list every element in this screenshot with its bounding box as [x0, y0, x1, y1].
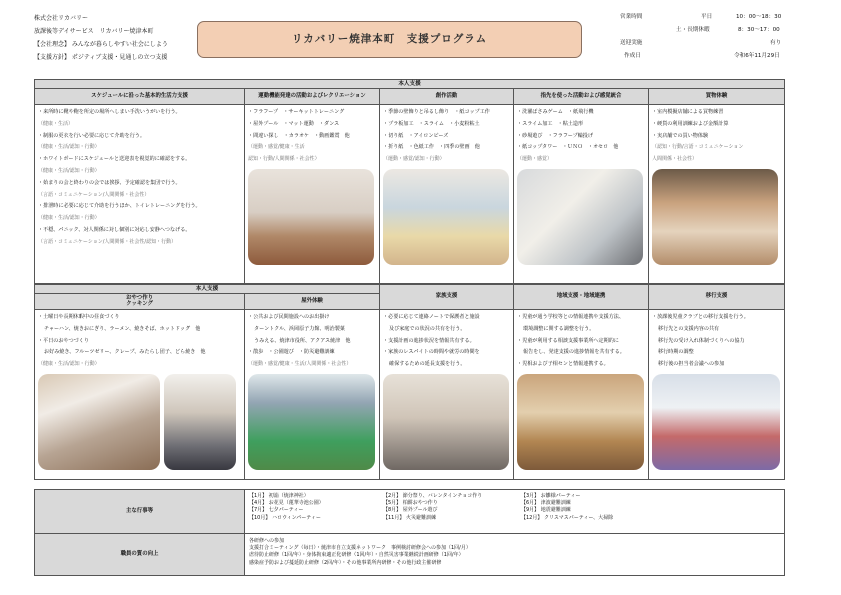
outdoor-list — [248, 312, 376, 371]
activity-item: 移行時期の調整 — [658, 349, 694, 356]
business-info — [620, 14, 810, 66]
motor-recreation-photo — [248, 169, 374, 265]
activity-item: ・平日のおやつづくり — [38, 337, 89, 344]
activity-item: ・切り紙 ・アイロンビーズ — [383, 132, 449, 139]
domain-tag: （健康・生活/認知・行動） — [38, 361, 100, 368]
community-cell — [514, 310, 649, 480]
activity-item: ・ホワイトボードにスケジュールと送迎表を視覚的に確認をする。 — [38, 156, 191, 163]
activity-item: 報告をし、発達支援の進捗情報を共有する。 — [523, 349, 625, 356]
activity-item: ・始まりの会と終わりの会では挨拶、予定確認を集団で行う。 — [38, 179, 181, 186]
activity-item: ・間違い探し ・カラオケ ・動画鑑賞 他 — [248, 132, 350, 139]
transport-value: 有り — [770, 40, 782, 46]
domain-tag: （運動・感覚） — [517, 156, 553, 163]
event-item: 【12月】 クリスマスパーティー、大掃除 — [521, 514, 614, 521]
domain-tag: （認知・行動/言語・コミュニケーション — [652, 144, 744, 151]
created-label: 作成日 — [624, 53, 641, 59]
family-photo — [383, 374, 509, 470]
shopping-experience-cell — [649, 105, 785, 284]
shopping-experience-header: 買物体験 — [649, 89, 785, 105]
domain-tag: （健康・生活/認知・行動） — [38, 215, 100, 222]
section1-title: 本人支援 — [35, 80, 785, 89]
domain-tag: 人間関係・社会性） — [652, 156, 698, 163]
creative-activity-photo — [383, 169, 509, 265]
cooking-list — [38, 312, 241, 371]
domain-tag: （運動・感覚/健康・生活/人間関係・社会性） — [248, 361, 352, 368]
event-item: 【2月】 節分祭り、バレンタインチョコ作り — [383, 493, 483, 499]
section2-table — [34, 284, 785, 480]
shopping-experience-photo — [652, 169, 778, 265]
activity-item: チャーハン、焼きおにぎり、ラーメン、焼きそば、ホットドッグ 他 — [44, 325, 201, 332]
title-banner — [197, 21, 582, 58]
activity-item: 確保するための延長支援を行う。 — [389, 361, 466, 368]
staff-training-list — [249, 538, 780, 567]
community-support-header: 地域支援・地域連携 — [514, 285, 649, 310]
domain-tag: （運動・感覚/健康・生活 — [248, 144, 305, 151]
activity-item: ・家族のレスパイトの時間や就労の時間を — [383, 349, 480, 356]
outdoor-header: 屋外体験 — [245, 294, 380, 310]
cooking-header: おやつ作り クッキング — [35, 294, 245, 310]
events-label: 主な行事等 — [35, 490, 245, 534]
training-item: 感染症予防および蔓延防止研修（2回/年）・その他事業所内研修・その他行政主催研修 — [249, 559, 442, 566]
activity-item: ・実店舗での買い物体験 — [652, 132, 709, 139]
activity-item: ・必要に応じて連絡ノートで保護者と施設 — [383, 314, 480, 320]
activity-item: 及び家庭での状況の共有を行う。 — [389, 325, 466, 332]
activity-item: ・砂場遊び ・フラフープ輪投げ — [517, 132, 593, 139]
activity-item: ・室内模擬店舗による買物練習 — [652, 109, 724, 115]
company-philosophy: 【会社理念】 みんなが暮らしやすい社会にしよう — [34, 41, 168, 48]
fingertip-sensory-header: 指先を使った活動および感覚統合 — [514, 89, 649, 105]
outdoor-photo — [248, 374, 375, 470]
fingertip-sensory-cell — [514, 105, 649, 284]
event-item: 【11月】 火災避難訓練 — [383, 514, 436, 521]
activity-item: 環境調整に関する調整を行う。 — [523, 325, 595, 332]
event-item: 【1月】 初詣（焼津神社） — [249, 493, 309, 499]
domain-tag: （健康・生活） — [38, 120, 74, 127]
events-column-3 — [521, 493, 651, 522]
family-list — [383, 312, 510, 371]
page-title: リカバリー焼津本町 支援プログラム — [291, 33, 488, 46]
activity-item: ・スライム加工 ・粘土造形 — [517, 120, 584, 127]
weekday-hours: 10：00～18：30 — [736, 14, 782, 20]
domain-tag: 認知・行動/人間関係・社会性） — [248, 156, 320, 163]
training-item: 虐待防止研修（1回/年）・身体拘束適正化研修（1回/年）・自然災害事業継続計画研修（1回/年） — [249, 552, 464, 559]
activity-item: ・散歩 ・公園遊び ・防災避難訓練 — [248, 349, 335, 356]
activity-item: 移行先との支援内容の共有 — [658, 325, 720, 332]
family-cell — [380, 310, 514, 480]
cooking-photo-2 — [164, 374, 236, 470]
training-item: 支援打合ミーティング（毎日）・焼津市自立支援ネットワーク 事例検討研修会への参加（1回/月） — [249, 545, 471, 552]
activity-item: 移行先の受け入れ体制づくりへの協力 — [658, 337, 745, 344]
event-item: 【4月】 お花見（蓮華寺池公園） — [249, 500, 324, 507]
daily-life-support-cell — [35, 105, 245, 284]
company-name: 株式会社リカバリー — [34, 15, 88, 22]
holiday-hours: 8：30～17：00 — [738, 27, 780, 33]
created-date: 令和6年11月29日 — [734, 53, 780, 59]
activity-item: ・児童が通う学校等との情報連携や支援方法、 — [517, 314, 624, 320]
activity-item: ・支援計画の進捗状況を情報共有する。 — [383, 337, 475, 344]
staff-label: 職員の質の向上 — [35, 534, 245, 576]
activity-item: ・不穏、パニック、対人関係に対し個別に対応し安静へつなげる。 — [38, 226, 191, 233]
event-item: 【8月】 屋外プール遊び — [383, 507, 438, 514]
event-item: 【10月】 ハロウィンパーティー — [249, 514, 321, 521]
transition-list — [652, 312, 781, 371]
domain-tag: （運動・感覚/認知・行動） — [383, 156, 445, 163]
event-item: 【5月】 柏餅おやつ作り — [383, 500, 438, 507]
activity-item: ・制服の更衣を行い必要に応じて介助を行う。 — [38, 132, 145, 139]
events-column-1 — [249, 493, 383, 522]
activity-item: ・洗濯ばさみゲーム ・紙飛行機 — [517, 109, 594, 115]
activity-item: ・公共および民間施設へのお出掛け — [248, 314, 330, 320]
event-item: 【9月】 地震避難訓練 — [521, 507, 571, 514]
daily-life-support-header: スケジュールに沿った基本的生活力支援 — [35, 89, 245, 105]
training-item: 各研修への参加 — [249, 538, 285, 544]
domain-tag: （健康・生活/認知・行動） — [38, 144, 100, 151]
outdoor-cell — [245, 310, 380, 480]
holiday-label: 土・長期休暇 — [676, 27, 710, 33]
activity-item: ・放課後児童クラブとの移行支援を行う。 — [652, 314, 749, 320]
transition-photo — [652, 374, 780, 470]
cooking-photo-1 — [38, 374, 160, 470]
community-photo — [517, 374, 644, 470]
events-table — [34, 489, 785, 576]
motor-recreation-header: 運動機能発達の活動およびレクリエーション — [245, 89, 380, 105]
cooking-cell — [35, 310, 245, 480]
activity-item: ・屋外プール ・マット運動 ・ダンス — [248, 120, 340, 127]
section1-table — [34, 79, 785, 284]
support-policy: 【支援方針】 ポジティブ支援・見通しの立つ支援 — [34, 54, 168, 61]
events-column-2 — [383, 493, 521, 522]
activity-item: ・土曜日や長期休暇中の昼食づくり — [38, 314, 120, 320]
activity-item: ・プラ板加工 ・スライム ・小麦粉粘土 — [383, 120, 480, 127]
activity-item: ・紙コップタワー ・ＵＮＯ ・オセロ 他 — [517, 144, 619, 151]
creative-activity-cell — [380, 105, 514, 284]
domain-tag: （言語・コミュニケーション/人間関係・社会性） — [38, 191, 150, 198]
service-name: 放課後等デイサービス リカバリー焼津本町 — [34, 28, 154, 35]
creative-activity-header: 創作活動 — [380, 89, 514, 105]
event-item: 【6月】 津波避難訓練 — [521, 500, 571, 507]
events-cell — [245, 490, 785, 534]
weekday-label: 平日 — [701, 14, 713, 20]
section2-title: 本人支援 — [35, 285, 380, 294]
transport-label: 送迎実施 — [620, 40, 643, 46]
community-list — [517, 312, 645, 371]
event-item: 【3月】 お雛様パーティー — [521, 493, 581, 499]
transition-support-header: 移行支援 — [649, 285, 785, 310]
activity-item: ・児童が利用する相談支援事業所へ定期的に — [517, 337, 619, 344]
activity-item: お好み焼き、フルーツゼリー、クレープ、みたらし団子、どら焼き 他 — [44, 349, 206, 356]
activity-item: ・児相および子相センと情報連携する。 — [517, 361, 609, 368]
activity-item: ・折り紙 ・色紙工作 ・四季の壁画 他 — [383, 144, 480, 151]
domain-tag: （健康・生活/認知・行動） — [38, 167, 100, 174]
activity-item: ・排泄時に必要に応じて介助を行うほか、トイレトレーニングを行う。 — [38, 203, 201, 210]
transition-cell — [649, 310, 785, 480]
fingertip-sensory-photo — [517, 169, 643, 265]
staff-cell — [245, 534, 785, 576]
activity-item: ターントクル、浜岡原子力館、明治製菓 — [254, 325, 345, 332]
activity-item: 移行後の担当者会議への参加 — [658, 361, 725, 368]
activity-item: ・フラフープ ・サーキットトレーニング — [248, 109, 345, 115]
domain-tag: （言語・コミュニケーション/人間関係・社会性/認知・行動） — [38, 238, 177, 245]
family-support-header: 家族支援 — [380, 285, 514, 310]
hours-label: 営業時間 — [620, 14, 643, 20]
activity-item: ・来所時に靴や鞄を所定の場所へしまい手洗いうがいを行う。 — [38, 109, 181, 115]
activity-item: ・季節の壁飾りと吊るし飾り ・紙コップ工作 — [383, 109, 490, 115]
motor-recreation-cell — [245, 105, 380, 284]
activity-item: ・硬貨の利用訓練および金額計算 — [652, 120, 729, 127]
event-item: 【7月】 七夕パーティー — [249, 507, 304, 514]
activity-item: うみえる、焼津市役所、アクアス焼津 他 — [254, 337, 351, 344]
